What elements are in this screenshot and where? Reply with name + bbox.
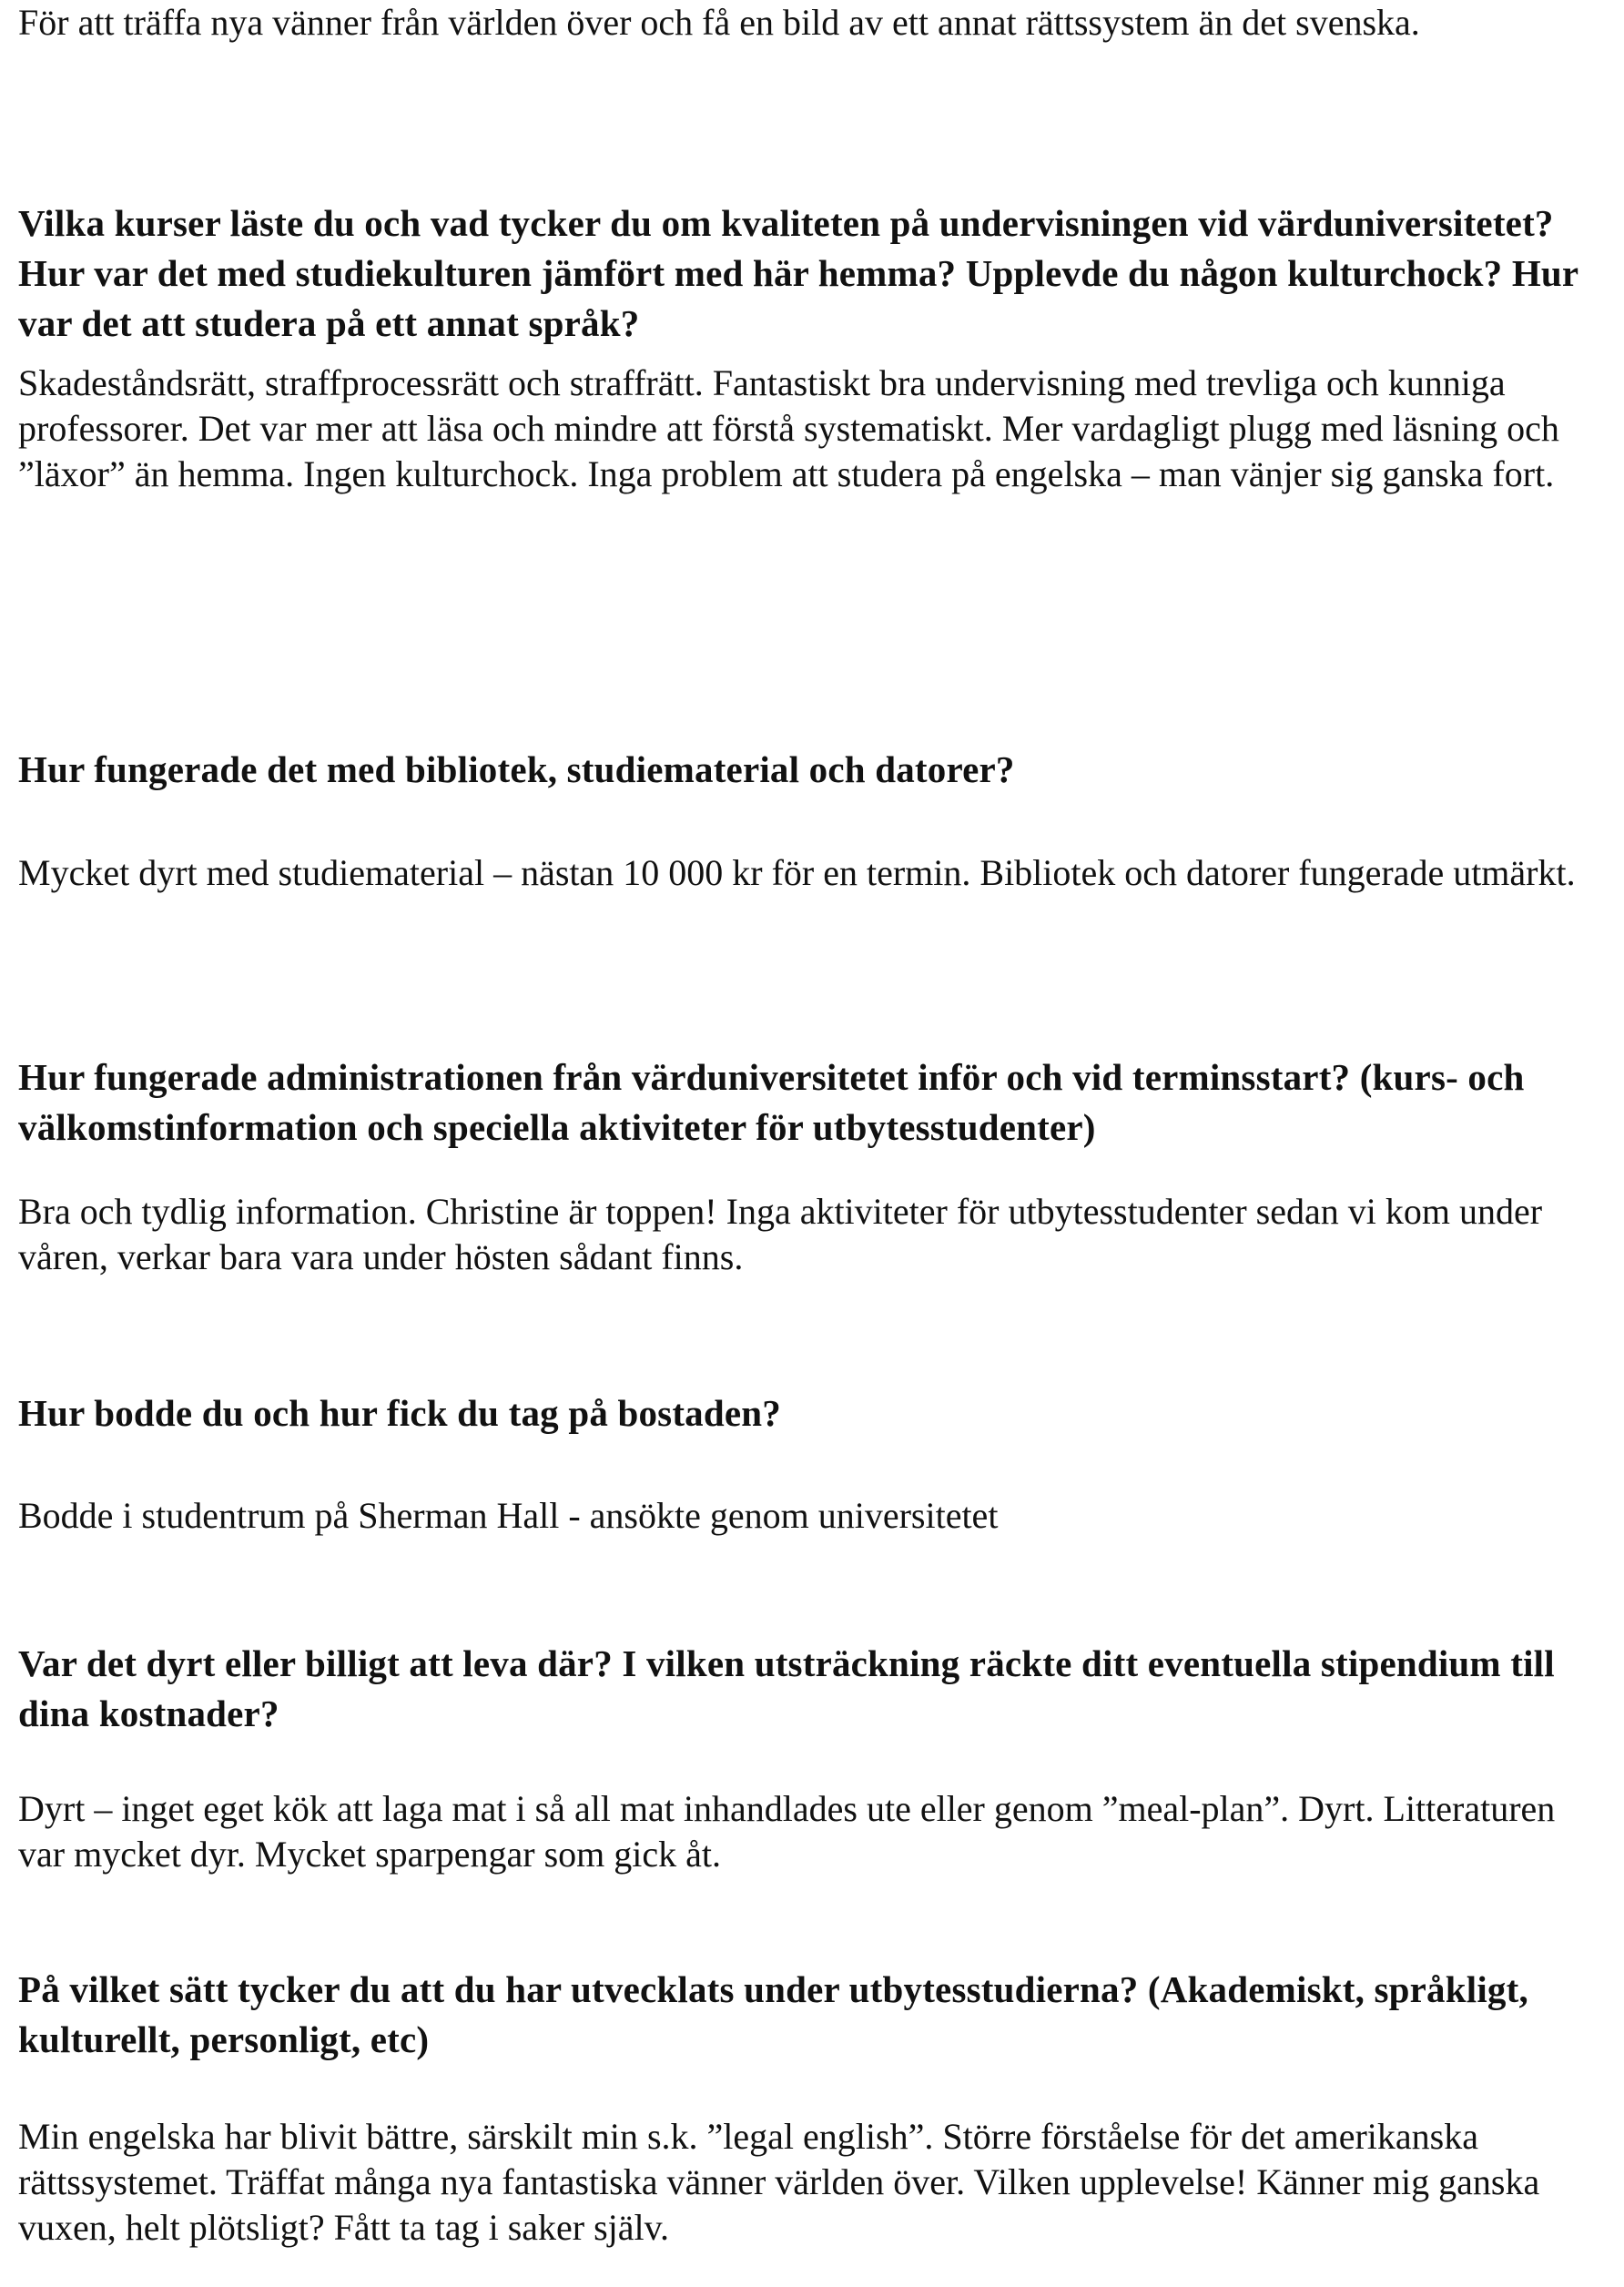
answer-courses: Skadeståndsrätt, straffprocessrätt och straffrätt. Fantastiskt bra undervisning med trevliga och kunniga professorer. Det var mer att läsa och mindre att förstå systematiskt. Mer vardagligt plugg med läsning och ”läxor” än hemma. Ingen kulturchock. Inga problem att studera på engelska – man vänjer sig ganska fort. bbox=[18, 362, 1559, 494]
answer-development: Min engelska har blivit bättre, särskilt min s.k. ”legal english”. Större förståelse för det amerikanska rättssystemet. Träffat många nya fantastiska vänner världen över. Vilken upplevelse! Känner mig ganska vuxen, helt plötsligt? Fått ta tag i saker själv. bbox=[18, 2116, 1540, 2248]
answer-administration: Bra och tydlig information. Christine är toppen! Inga aktiviteter för utbytesstudenter sedan vi kom under våren, verkar bara vara under hösten sådant finns. bbox=[18, 1191, 1543, 1277]
question-library: Hur fungerade det med bibliotek, studiematerial och datorer? bbox=[18, 748, 1015, 790]
question-cost-of-living: Var det dyrt eller billigt att leva där? I vilken utsträckning räckte ditt eventuella stipendium till dina kostnader? bbox=[18, 1642, 1555, 1734]
intro-answer: För att träffa nya vänner från världen över och få en bild av ett annat rättssystem än det svenska. bbox=[18, 2, 1420, 43]
question-courses: Vilka kurser läste du och vad tycker du om kvaliteten på undervisningen vid värduniversitetet? Hur var det med studiekulturen jämfört med här hemma? Upplevde du någon kulturchock? Hur var det att studera på ett annat språk? bbox=[18, 202, 1578, 344]
answer-housing: Bodde i studentrum på Sherman Hall - ansökte genom universitetet bbox=[18, 1495, 999, 1536]
answer-cost-of-living: Dyrt – inget eget kök att laga mat i så all mat inhandlades ute eller genom ”meal-plan”. Dyrt. Litteraturen var mycket dyr. Mycket sparpengar som gick åt. bbox=[18, 1788, 1556, 1875]
question-housing: Hur bodde du och hur fick du tag på bostaden? bbox=[18, 1392, 781, 1434]
question-administration: Hur fungerade administrationen från värduniversitetet inför och vid terminsstart? (kurs- och välkomstinformation och speciella aktiviteter för utbytesstudenter) bbox=[18, 1056, 1525, 1148]
question-development: På vilket sätt tycker du att du har utvecklats under utbytesstudierna? (Akademiskt, språkligt, kulturellt, personligt, etc) bbox=[18, 1968, 1528, 2060]
answer-library: Mycket dyrt med studiematerial – nästan 10 000 kr för en termin. Bibliotek och datorer fungerade utmärkt. bbox=[18, 852, 1576, 893]
